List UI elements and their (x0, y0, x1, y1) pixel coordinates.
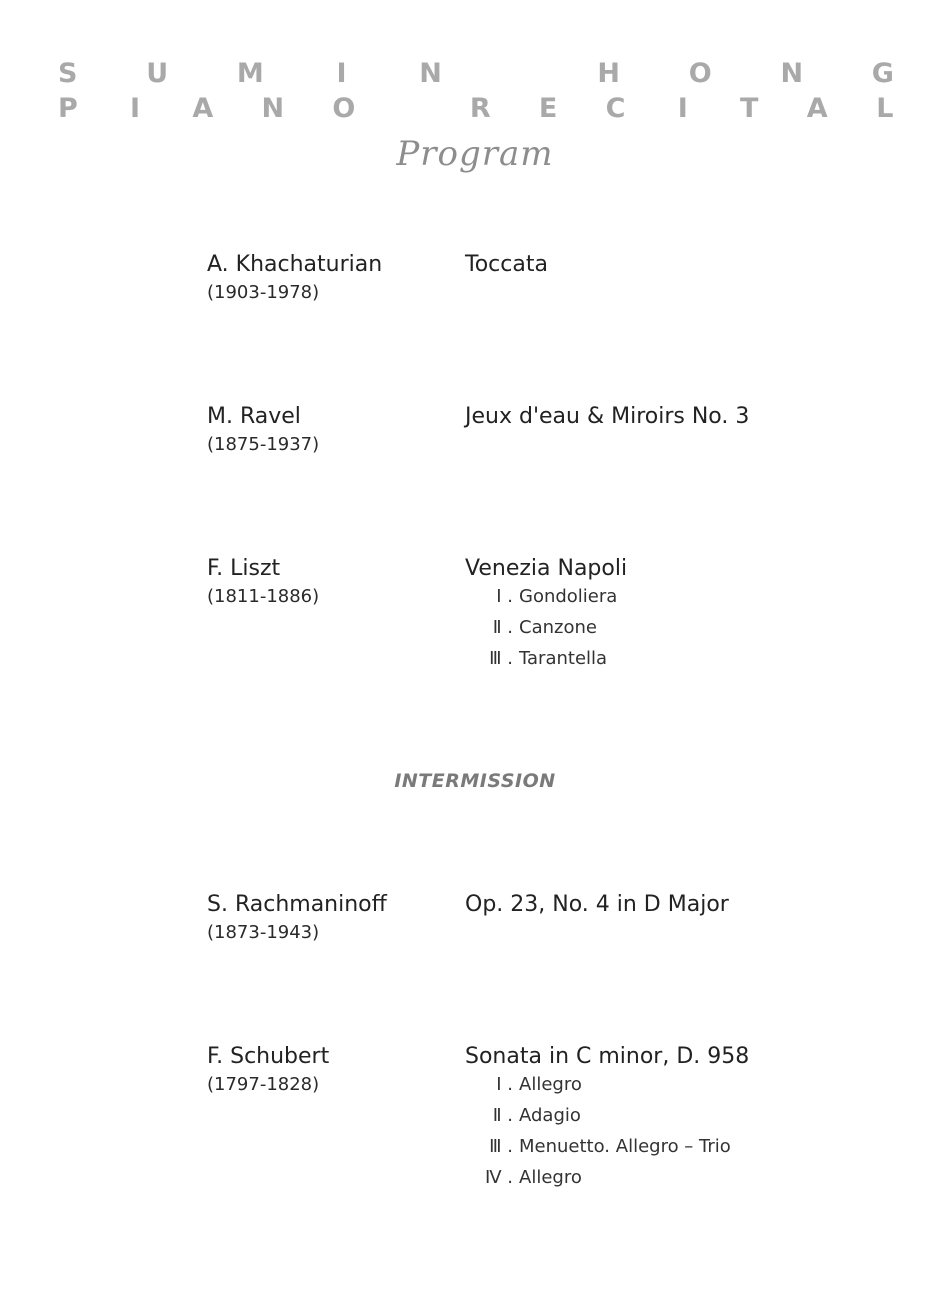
movement-number: Ⅱ . (492, 1105, 513, 1126)
movement-item (465, 1167, 731, 1198)
movement-title: Allegro (519, 1074, 582, 1095)
title-letter: O (332, 93, 356, 124)
title-letter: M (236, 58, 264, 89)
intermission-label: INTERMISSION (394, 770, 556, 792)
movement-title: Gondoliera (519, 586, 618, 607)
movement-item (465, 1074, 731, 1105)
movement-number: Ⅰ . (496, 1074, 513, 1095)
movement-title: Adagio (519, 1105, 581, 1126)
title-letter: I (130, 93, 141, 124)
composer-name: F. Liszt (207, 556, 281, 581)
composer-years: (1873-1943) (207, 922, 320, 943)
composer-name: A. Khachaturian (207, 252, 383, 277)
work-title: Toccata (465, 252, 548, 277)
movement-number: Ⅲ . (489, 648, 513, 669)
title-letter: C (605, 93, 626, 124)
movement-title: Canzone (519, 617, 597, 638)
title-letter: E (538, 93, 558, 124)
recital-title-line-2 (58, 95, 894, 122)
title-letter: I (677, 93, 688, 124)
title-letter: L (876, 93, 894, 124)
title-letter: P (58, 93, 78, 124)
composer-name: F. Schubert (207, 1044, 330, 1069)
title-letter (511, 60, 529, 87)
composer-years: (1797-1828) (207, 1074, 320, 1095)
title-letter: G (871, 58, 894, 89)
title-letter: N (261, 93, 285, 124)
title-letter: U (146, 58, 169, 89)
composer-years: (1875-1937) (207, 434, 320, 455)
composer-name: S. Rachmaninoff (207, 892, 387, 917)
title-letter: O (688, 58, 712, 89)
work-title: Jeux d'eau & Miroirs No. 3 (465, 404, 750, 429)
title-letter: S (58, 58, 78, 89)
movement-item (465, 648, 617, 679)
movement-title: Allegro (519, 1167, 582, 1188)
movement-number: Ⅳ . (484, 1167, 513, 1188)
movement-number: Ⅱ . (492, 617, 513, 638)
title-letter: R (469, 93, 491, 124)
recital-title-line-1 (58, 60, 894, 87)
work-title: Op. 23, No. 4 in D Major (465, 892, 729, 917)
movement-list (465, 586, 617, 679)
movement-title: Tarantella (519, 648, 608, 669)
movement-list (465, 1074, 731, 1198)
title-letter: H (597, 58, 620, 89)
movement-item (465, 1105, 731, 1136)
work-title: Sonata in C minor, D. 958 (465, 1044, 750, 1069)
movement-number: Ⅰ . (496, 586, 513, 607)
movement-item (465, 586, 617, 617)
title-letter: I (336, 58, 347, 89)
title-letter: A (192, 93, 214, 124)
title-letter: N (419, 58, 442, 89)
movement-number: Ⅲ . (489, 1136, 513, 1157)
composer-name: M. Ravel (207, 404, 301, 429)
program-heading: Program (396, 134, 554, 174)
work-title: Venezia Napoli (465, 556, 628, 581)
movement-title: Menuetto. Allegro – Trio (519, 1136, 731, 1157)
title-letter (404, 95, 422, 122)
composer-years: (1903-1978) (207, 282, 320, 303)
composer-years: (1811-1886) (207, 586, 320, 607)
title-letter: T (740, 93, 759, 124)
movement-item (465, 617, 617, 648)
movement-item (465, 1136, 731, 1167)
title-letter: N (780, 58, 804, 89)
title-letter: A (806, 93, 828, 124)
